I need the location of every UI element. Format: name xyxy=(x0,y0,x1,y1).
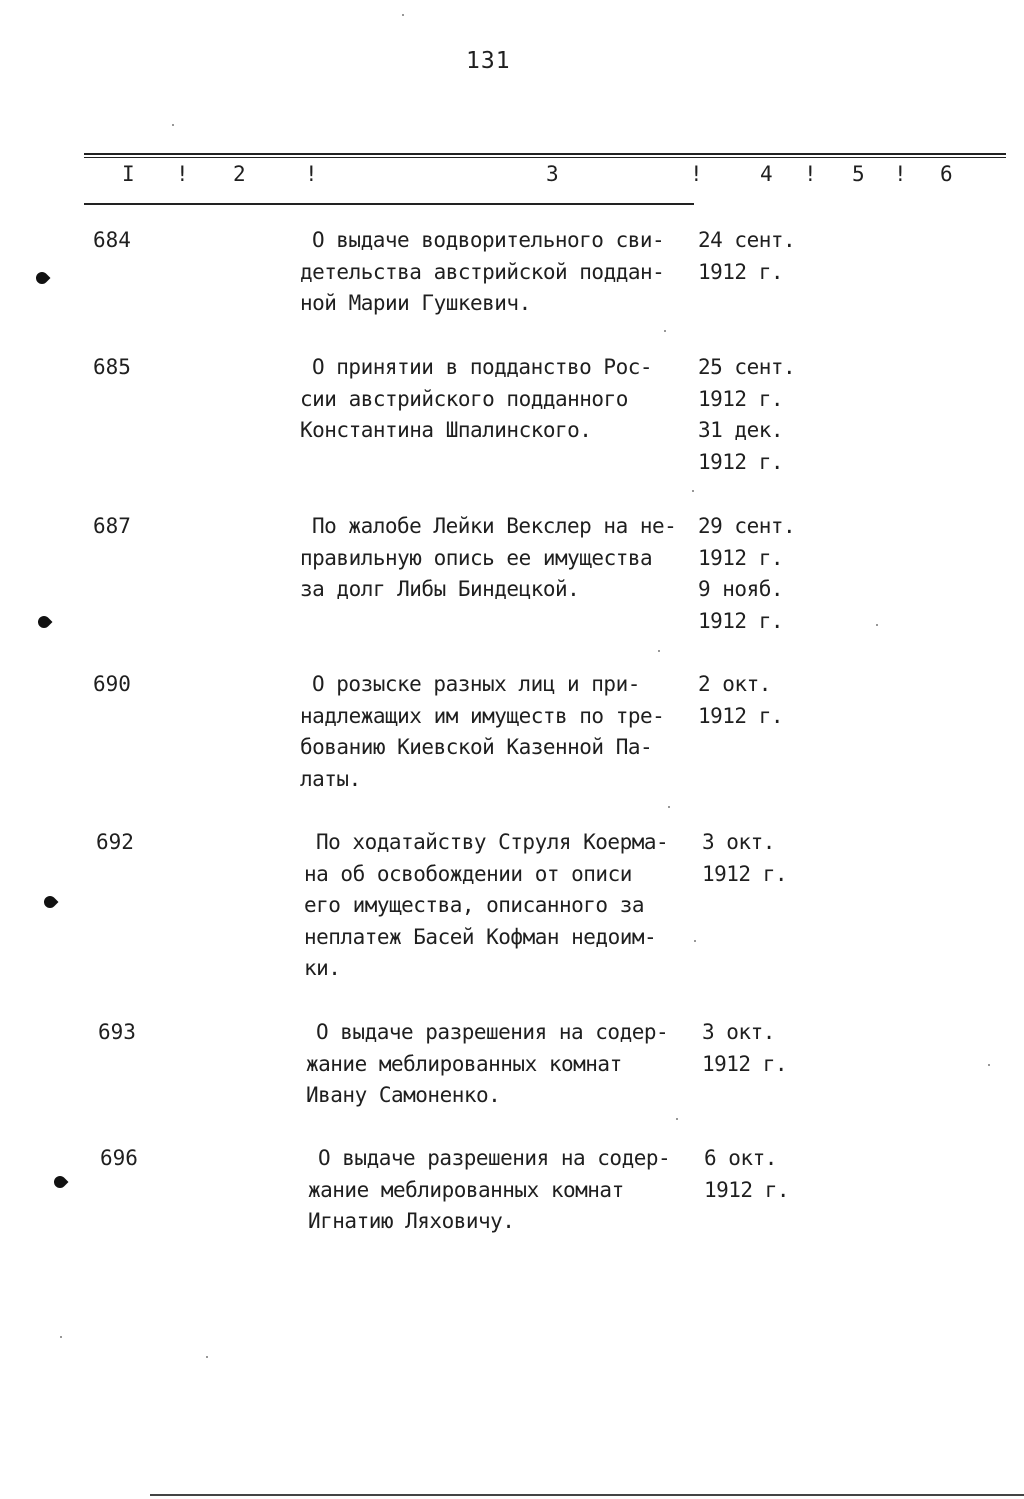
date-line: 9 нояб. xyxy=(698,577,784,601)
case-number: 690 xyxy=(93,672,131,696)
column-header-3: 3 xyxy=(546,162,559,186)
case-description xyxy=(300,514,712,609)
page-number: 131 xyxy=(466,48,511,74)
column-separator: ! xyxy=(690,162,703,186)
description-line: надлежащих им имуществ по тре- xyxy=(300,703,665,728)
binding-hole-mark xyxy=(34,270,51,287)
scan-speck xyxy=(694,940,696,942)
date-line: 1912 г. xyxy=(698,545,784,570)
binding-hole-mark xyxy=(52,1174,69,1191)
scan-speck xyxy=(692,490,694,492)
scan-speck xyxy=(676,1118,678,1120)
description-line: его имущества, описанного за xyxy=(304,893,645,917)
date-line: 3 окт. xyxy=(702,1020,775,1044)
column-separator: ! xyxy=(804,162,817,186)
case-dates xyxy=(698,514,818,640)
case-description xyxy=(304,830,716,988)
description-line: О выдаче разрешения на содер- xyxy=(318,1146,671,1170)
scan-speck xyxy=(658,650,660,652)
date-line: 31 дек. xyxy=(698,418,784,442)
binding-hole-mark xyxy=(42,894,59,911)
case-dates xyxy=(698,228,818,291)
column-separator: ! xyxy=(176,162,189,186)
date-line: 24 сент. xyxy=(698,228,796,252)
case-description xyxy=(306,1020,716,1115)
column-header-4: 4 xyxy=(760,162,773,186)
date-line: 2 окт. xyxy=(698,672,771,696)
scan-speck xyxy=(402,14,404,16)
scan-speck xyxy=(876,624,878,626)
header-rule-top-inner xyxy=(84,157,1006,158)
description-line: сии австрийского подданного xyxy=(300,386,628,411)
description-line: ки. xyxy=(304,956,341,980)
case-dates xyxy=(702,1020,822,1083)
date-line: 25 сент. xyxy=(698,355,796,379)
description-line: О принятии в подданство Рос- xyxy=(312,355,653,379)
case-description xyxy=(308,1146,718,1241)
date-line: 1912 г. xyxy=(702,861,788,886)
column-header-2: 2 xyxy=(233,162,246,186)
header-rule-bottom xyxy=(84,203,694,205)
description-line: О выдаче водворительного сви- xyxy=(312,228,665,252)
case-dates xyxy=(698,672,818,735)
date-line: 29 сент. xyxy=(698,514,796,538)
date-line: 1912 г. xyxy=(702,1051,788,1076)
description-line: Ивану Самоненко. xyxy=(306,1083,501,1107)
case-number: 685 xyxy=(93,355,131,379)
description-line: латы. xyxy=(300,766,361,791)
case-number: 684 xyxy=(93,228,131,252)
case-number: 687 xyxy=(93,514,131,538)
case-description xyxy=(300,228,712,323)
case-number: 696 xyxy=(100,1146,138,1170)
case-dates xyxy=(702,830,822,893)
date-line: 3 окт. xyxy=(702,830,775,854)
description-line: О выдаче разрешения на содер- xyxy=(316,1020,669,1044)
description-line: бованию Киевской Казенной Па- xyxy=(300,735,653,759)
scan-speck xyxy=(668,806,670,808)
description-line: жание меблированных комнат xyxy=(308,1177,624,1202)
page-bottom-edge xyxy=(150,1494,1024,1496)
column-header-5: 5 xyxy=(852,162,865,186)
binding-hole-mark xyxy=(36,614,53,631)
scan-speck xyxy=(988,1064,990,1066)
case-dates xyxy=(704,1146,824,1209)
scan-speck xyxy=(206,1356,208,1358)
description-line: на об освобождении от описи xyxy=(304,861,632,886)
column-separator: ! xyxy=(894,162,907,186)
description-line: неплатеж Басей Кофман недоим- xyxy=(304,924,657,949)
description-line: ной Марии Гушкевич. xyxy=(300,291,531,315)
case-number: 693 xyxy=(98,1020,136,1044)
scan-speck xyxy=(664,330,666,332)
date-line: 1912 г. xyxy=(698,259,784,284)
description-line: По ходатайству Струля Коерма- xyxy=(316,830,669,854)
case-number: 692 xyxy=(96,830,134,854)
case-dates xyxy=(698,355,818,481)
column-header-1: I xyxy=(122,162,135,186)
scan-speck xyxy=(172,124,174,126)
description-line: О розыске разных лиц и при- xyxy=(312,672,640,696)
date-line: 1912 г. xyxy=(704,1177,790,1202)
description-line: детельства австрийской поддан- xyxy=(300,259,665,284)
case-description xyxy=(300,355,712,450)
description-line: жание меблированных комнат xyxy=(306,1051,622,1076)
date-line: 1912 г. xyxy=(698,608,784,633)
column-header-6: 6 xyxy=(940,162,953,186)
date-line: 6 окт. xyxy=(704,1146,777,1170)
case-description xyxy=(300,672,712,798)
description-line: правильную опись ее имущества xyxy=(300,545,653,570)
date-line: 1912 г. xyxy=(698,386,784,411)
date-line: 1912 г. xyxy=(698,703,784,728)
column-separator: ! xyxy=(305,162,318,186)
date-line: 1912 г. xyxy=(698,449,784,474)
scan-speck xyxy=(60,1336,62,1338)
description-line: По жалобе Лейки Векслер на не- xyxy=(312,514,677,538)
description-line: за долг Либы Биндецкой. xyxy=(300,577,580,601)
header-rule-top xyxy=(84,153,1006,155)
description-line: Игнатию Ляховичу. xyxy=(308,1209,515,1233)
description-line: Константина Шпалинского. xyxy=(300,418,592,442)
